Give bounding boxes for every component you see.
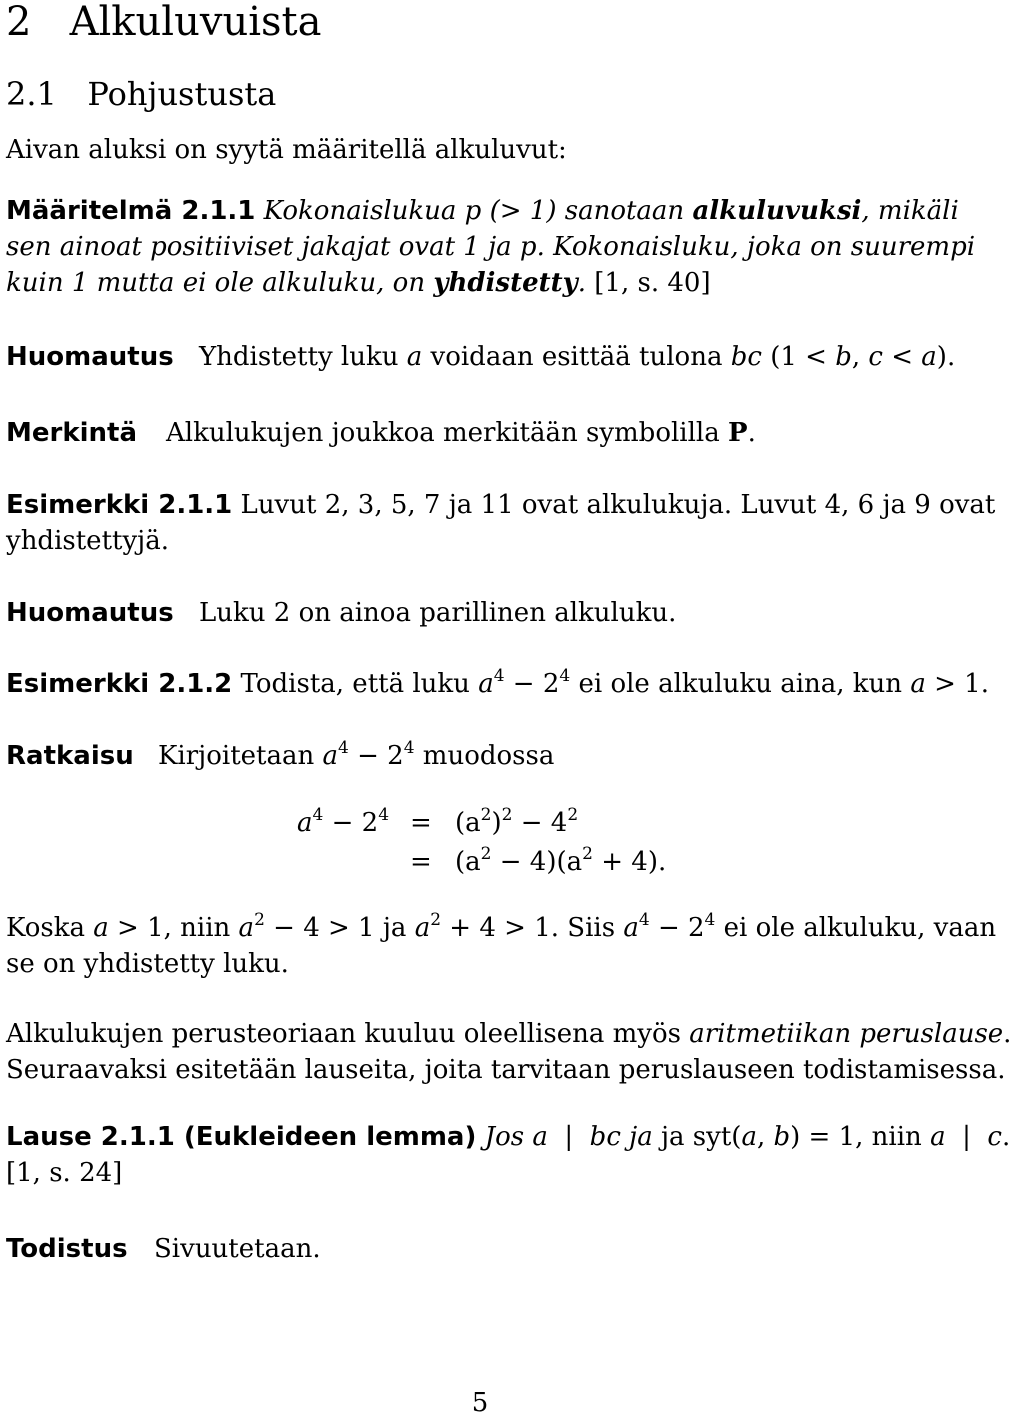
- equals-sign: =: [410, 808, 432, 838]
- emphasis-term: aritmetiikan peruslause: [689, 1019, 1004, 1049]
- paragraph-line-1: Alkulukujen perusteoriaan kuuluu oleellisena myös aritmetiikan peruslause.: [6, 1019, 1011, 1049]
- example-1-line-2: yhdistettyjä.: [6, 526, 169, 556]
- example-label: Esimerkki 2.1.1: [6, 490, 233, 520]
- notation-label: Merkintä: [6, 418, 138, 448]
- theorem-citation: [1, s. 24]: [6, 1158, 123, 1188]
- section-title: Pohjustusta: [87, 75, 277, 113]
- section-heading: [6, 74, 956, 114]
- equation-rhs-1: $(a^2)^2 - 4^2$: [455, 805, 579, 838]
- intro-text: Aivan aluksi on syytä määritellä alkuluvut:: [6, 135, 567, 165]
- prime-set-symbol: P: [728, 418, 748, 448]
- example-2: Esimerkki 2.1.2 Todista, että luku $a^4 - 2^4$ ei ole alkuluku aina, kun a > 1.: [6, 666, 989, 699]
- chapter-title: Alkuluvuista: [69, 0, 322, 45]
- equation-rhs-2: $(a^2 - 4)(a^2 + 4)$.: [455, 844, 667, 877]
- remark-label: Huomautus: [6, 598, 174, 628]
- chapter-heading: [6, 0, 956, 44]
- example-1-line-1: Esimerkki 2.1.1 Luvut 2, 3, 5, 7 ja 11 ovat alkulukuja. Luvut 4, 6 ja 9 ovat: [6, 490, 996, 520]
- notation: Merkintä Alkulukujen joukkoa merkitään symbolilla P.: [6, 414, 956, 452]
- proof: Todistus Sivuutetaan.: [6, 1230, 956, 1268]
- paragraph-line-2: Seuraavaksi esitetään lauseita, joita tarvitaan peruslauseen todistamisessa.: [6, 1055, 1006, 1085]
- chapter-number: 2: [6, 0, 32, 45]
- equation-lhs: $a^4 - 2^4$: [297, 805, 390, 838]
- page-number: 5: [471, 1388, 489, 1418]
- definition-line-3: kuin 1 mutta ei ole alkuluku, on yhdistetty. [1, s. 40]: [6, 268, 711, 298]
- solution-intro: Ratkaisu Kirjoitetaan $a^4 - 2^4$ muodossa: [6, 737, 956, 778]
- remark-2: Huomautus Luku 2 on ainoa parillinen alkuluku.: [6, 594, 956, 632]
- theorem-label: Lause 2.1.1 (Eukleideen lemma): [6, 1122, 477, 1152]
- solution-label: Ratkaisu: [6, 741, 134, 771]
- example-label: Esimerkki 2.1.2: [6, 669, 233, 699]
- definition-citation: [1, s. 40]: [586, 268, 711, 298]
- definition-label: Määritelmä 2.1.1: [6, 196, 256, 226]
- conclusion-line-2: se on yhdistetty luku.: [6, 949, 289, 979]
- definition-line-2: sen ainoat positiiviset jakajat ovat 1 ja p. Kokonaisluku, joka on suurempi: [6, 232, 976, 262]
- conclusion-line-1: Koska a > 1, niin $a^2 - 4 > 1$ ja $a^2 + 4 > 1$. Siis $a^4 - 2^4$ ei ole alkuluku, vaan: [6, 910, 997, 943]
- definition-line-1: Määritelmä 2.1.1 Kokonaislukua p (> 1) sanotaan alkuluvuksi, mikäli: [6, 196, 959, 226]
- remark-1: Huomautus Yhdistetty luku a voidaan esittää tulona bc (1 < b, c < a).: [6, 338, 956, 376]
- theorem-line-1: Lause 2.1.1 (Eukleideen lemma) Jos a | bc ja ja syt(a, b) = 1, niin a | c.: [6, 1122, 1011, 1152]
- remark-label: Huomautus: [6, 342, 174, 372]
- proof-label: Todistus: [6, 1234, 128, 1264]
- equals-sign: =: [410, 847, 432, 877]
- section-number: 2.1: [6, 75, 57, 113]
